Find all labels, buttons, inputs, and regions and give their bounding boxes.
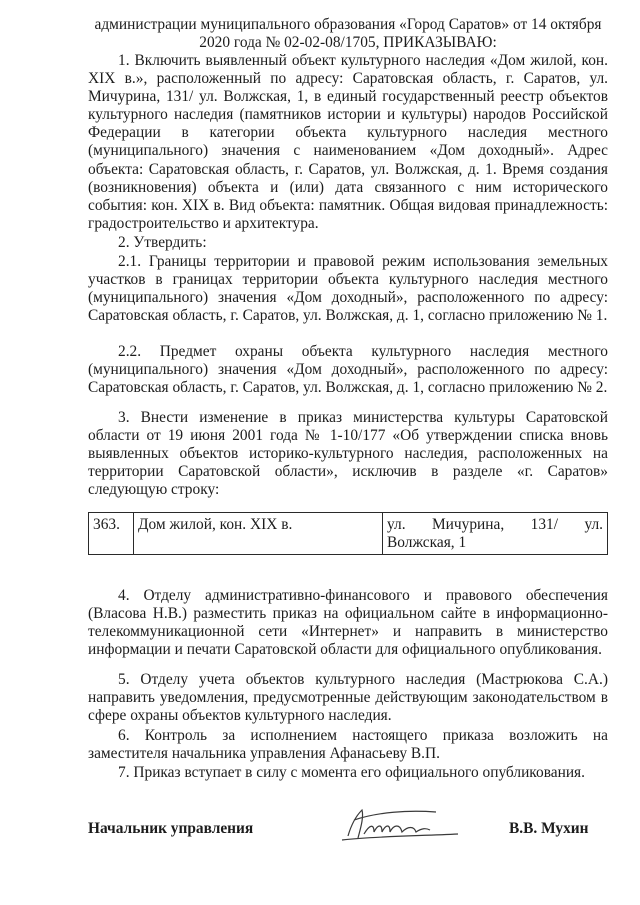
clause-7: 7. Приказ вступает в силу с момента его официального опубликования. — [118, 764, 585, 781]
order-intro: администрации муниципального образования «Город Саратов» от 14 октября 2020 года № 02-02-08/1705, ПРИКАЗЫВАЮ: — [94, 16, 602, 52]
object-name: Дом жилой, кон. XIX в. — [134, 513, 383, 555]
clause-2: 2. Утвердить: — [118, 234, 207, 251]
clause-4: 4. Отделу административно-финансового и правового обеспечения (Власова Н.В.) разместить приказ на официальном сайте в информационно-телекоммуникационной сети «Интернет» и направить в министерство информации и печати Саратовской области для официального опубликования. — [88, 587, 608, 659]
handwritten-signature — [318, 800, 468, 848]
clause-6: 6. Контроль за исполнением настоящего приказа возложить на заместителя начальника управления Афанасьеву В.П. — [88, 727, 608, 763]
clause-2-1: 2.1. Границы территории и правовой режим использования земельных участков в границах территории объекта культурного наследия местного (муниципального) значения «Дом доходный», расположенного по адресу: Саратовская область, г. Саратов, ул. Волжская, д. 1, согласно приложению № 1. — [88, 253, 608, 325]
clause-5: 5. Отделу учета объектов культурного наследия (Мастрюкова С.А.) направить уведомления, предусмотренные действующим законодательством в сфере охраны объектов культурного наследия. — [88, 671, 608, 725]
clause-3: 3. Внести изменение в приказ министерства культуры Саратовской области от 19 июня 2001 года № 1-10/177 «Об утверждении списка вновь выявленных объектов историко-культурного наследия, расположенных на территории Саратовской области», исключив в разделе «г. Саратов» следующую строку: — [88, 409, 608, 499]
row-number: 363. — [89, 513, 134, 555]
table-row — [89, 513, 608, 555]
signatory-name: В.В. Мухин — [509, 820, 589, 837]
clause-1: 1. Включить выявленный объект культурного наследия «Дом жилой, кон. XIX в.», расположенный по адресу: Саратовская область, г. Саратов, ул. Мичурина, 131/ ул. Волжская, 1, в единый государственный реестр объектов культурного наследия (памятников истории и культуры) народов Российской Федерации в категории объекта культурного наследия местного (муниципального) значения с наименованием «Дом доходный». Адрес объекта: Саратовская область, г. Саратов, ул. Волжская, д. 1. Время создания (возникновения) объекта и (или) дата связанного с ним исторического события: кон. XIX в. Вид объекта: памятник. Общая видовая принадлежность: градостроительство и архитектура. — [88, 52, 608, 232]
object-address: ул. Мичурина, 131/ ул. Волжская, 1 — [383, 513, 608, 555]
excluded-row-table — [88, 512, 608, 555]
signatory-title: Начальник управления — [88, 820, 254, 837]
clause-2-2: 2.2. Предмет охраны объекта культурного наследия местного (муниципального) значения «Дом доходный», расположенного по адресу: Саратовская область, г. Саратов, ул. Волжская, д. 1, согласно приложению № 2. — [88, 343, 608, 397]
